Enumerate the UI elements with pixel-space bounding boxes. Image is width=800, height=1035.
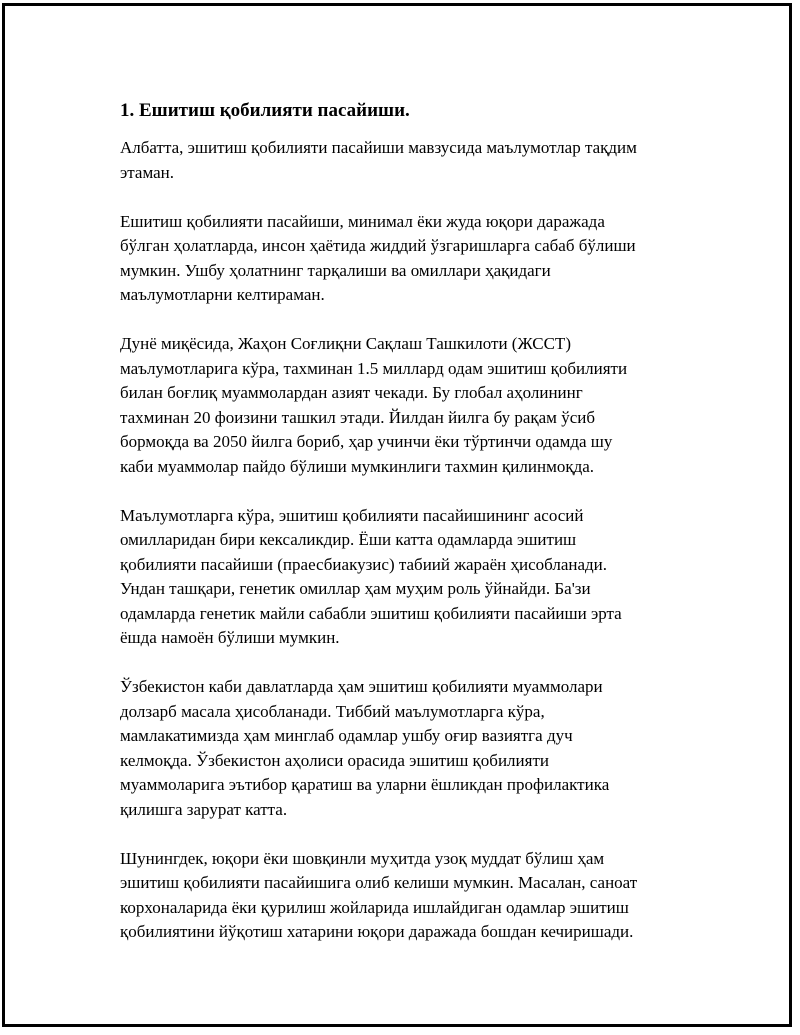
paragraph-noise bbox=[120, 847, 690, 945]
paragraph-overview bbox=[120, 210, 690, 308]
text-line: эшитиш қобилияти пасайишига олиб келиши мумкин. Масалан, саноат bbox=[120, 873, 638, 892]
text-line: билан боғлиқ муаммолардан азият чекади. Бу глобал аҳолининг bbox=[120, 383, 583, 402]
text-line: мамлакатимизда ҳам минглаб одамлар ушбу оғир вазиятга дуч bbox=[120, 726, 573, 745]
text-line: Шунингдек, юқори ёки шовқинли муҳитда узоқ муддат бўлиш ҳам bbox=[120, 848, 605, 868]
text-line: муаммоларига эътибор қаратиш ва уларни ёшликдан профилактика bbox=[120, 775, 610, 794]
text-line: Маълумотларга кўра, эшитиш қобилияти пасайишининг асосий bbox=[120, 505, 584, 525]
text-line: қобилиятини йўқотиш хатарини юқори даражада бошдан кечиришади. bbox=[120, 922, 634, 941]
text-line: одамларда генетик майли сабабли эшитиш қобилияти пасайиши эрта bbox=[120, 603, 622, 623]
document-title: 1. Ешитиш қобилияти пасайиши. bbox=[120, 100, 410, 121]
document-page bbox=[2, 3, 792, 1027]
text-line: Ўзбекистон каби давлатларда ҳам эшитиш қобилияти муаммолари bbox=[120, 677, 603, 696]
text-line: бормоқда ва 2050 йилга бориб, ҳар учинчи ёки тўртинчи одамда шу bbox=[120, 432, 613, 451]
text-line: Ундан ташқари, генетик омиллар ҳам муҳим роль ўйнайди. Ба'зи bbox=[120, 579, 591, 598]
text-line: корхоналарида ёки қурилиш жойларида ишлайдиган одамлар эшитиш bbox=[120, 897, 629, 917]
text-line: долзарб масала ҳисобланади. Тиббий маълумотларга кўра, bbox=[120, 701, 545, 721]
text-line: этаман. bbox=[120, 162, 175, 182]
text-line: қобилияти пасайиши (праесбиакузис) табиий жараён ҳисобланади. bbox=[120, 554, 608, 574]
text-line: омилларидан бири кексаликдир. Ёши катта одамларда эшитиш bbox=[120, 530, 577, 549]
paragraph-causes bbox=[120, 504, 690, 651]
text-line: Дунё миқёсида, Жаҳон Соғлиқни Сақлаш Ташкилоти (ЖССТ) bbox=[120, 334, 571, 353]
text-line: Албатта, эшитиш қобилияти пасайиши мавзусида маълумотлар тақдим bbox=[120, 138, 637, 157]
text-line: келмоқда. Ўзбекистон аҳолиси орасида эшитиш қобилияти bbox=[120, 750, 549, 770]
paragraph-uzbekistan bbox=[120, 675, 690, 822]
text-line: Ешитиш қобилияти пасайиши, минимал ёки жуда юқори даражада bbox=[120, 211, 605, 231]
text-line: қилишга зарурат катта. bbox=[120, 799, 288, 819]
paragraph-intro bbox=[120, 136, 690, 185]
text-line: маълумотларига кўра, тахминан 1.5 миллард одам эшитиш қобилияти bbox=[120, 358, 628, 378]
text-line: тахминан 20 фоизини ташкил этади. Йилдан йилга бу рақам ўсиб bbox=[120, 407, 595, 427]
text-line: бўлган ҳолатларда, инсон ҳаётида жиддий ўзгаришларга сабаб бўлиши bbox=[120, 236, 636, 255]
paragraph-global-stats bbox=[120, 332, 690, 479]
text-line: ёшда намоён бўлиши мумкин. bbox=[120, 628, 340, 647]
document-content bbox=[120, 98, 690, 969]
text-line: маълумотларни келтираман. bbox=[120, 285, 325, 304]
text-line: мумкин. Ушбу ҳолатнинг тарқалиши ва омиллари ҳақидаги bbox=[120, 260, 551, 280]
text-line: каби муаммолар пайдо бўлиши мумкинлиги тахмин қилинмоқда. bbox=[120, 456, 595, 476]
